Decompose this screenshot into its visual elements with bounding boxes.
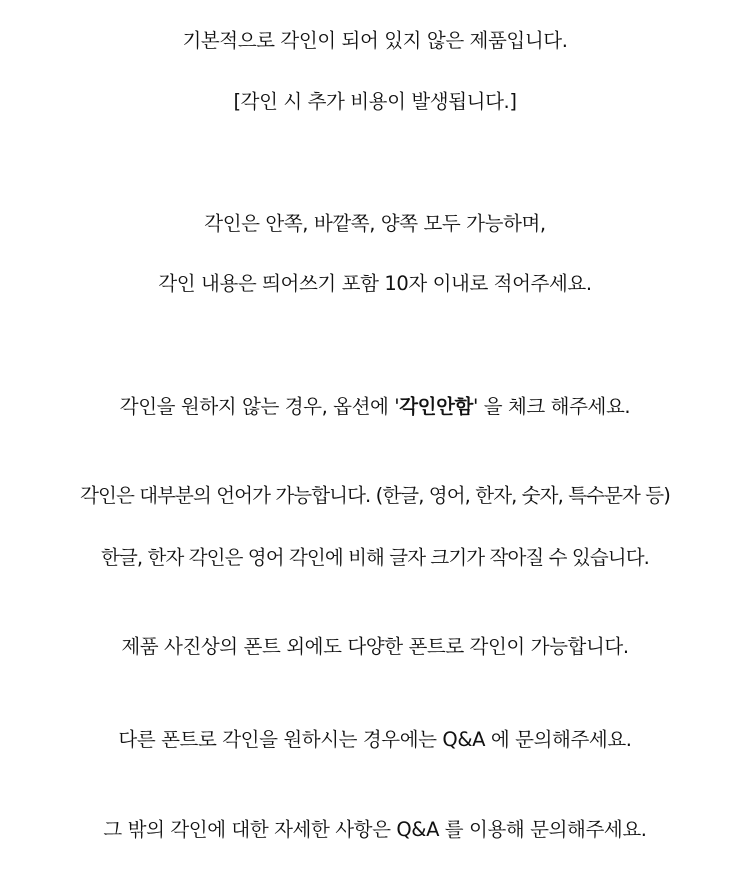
notice-line-no-engraving-default: 기본적으로 각인이 되어 있지 않은 제품입니다. [182,29,568,52]
notice-line-extra-cost: [각인 시 추가 비용이 발생됩니다.] [233,90,517,113]
notice-line-other-details-inquiry: 그 밖의 각인에 대한 자세한 사항은 Q&A 를 이용해 문의해주세요. [103,818,647,841]
notice-line-font-size-warning: 한글, 한자 각인은 영어 각인에 비해 글자 크기가 작아질 수 있습니다. [101,546,649,569]
notice-line-font-variety: 제품 사진상의 폰트 외에도 다양한 폰트로 각인이 가능합니다. [121,635,629,658]
option-name-no-engraving: 각인안함 [399,395,473,418]
notice-line-engraving-positions: 각인은 안쪽, 바깥쪽, 양쪽 모두 가능하며, [204,212,546,235]
notice-line-character-limit: 각인 내용은 띄어쓰기 포함 10자 이내로 적어주세요. [158,272,592,295]
notice-line-other-font-inquiry: 다른 폰트로 각인을 원하시는 경우에는 Q&A 에 문의해주세요. [118,728,632,751]
notice-line-no-engraving-option [0,393,750,421]
notice-line-supported-languages: 각인은 대부분의 언어가 가능합니다. (한글, 영어, 한자, 숫자, 특수문자 등) [80,484,670,507]
notice-line-option-after: ' 을 체크 해주세요. [472,395,631,418]
notice-line-option-before: 각인을 원하지 않는 경우, 옵션에 ' [119,395,400,418]
